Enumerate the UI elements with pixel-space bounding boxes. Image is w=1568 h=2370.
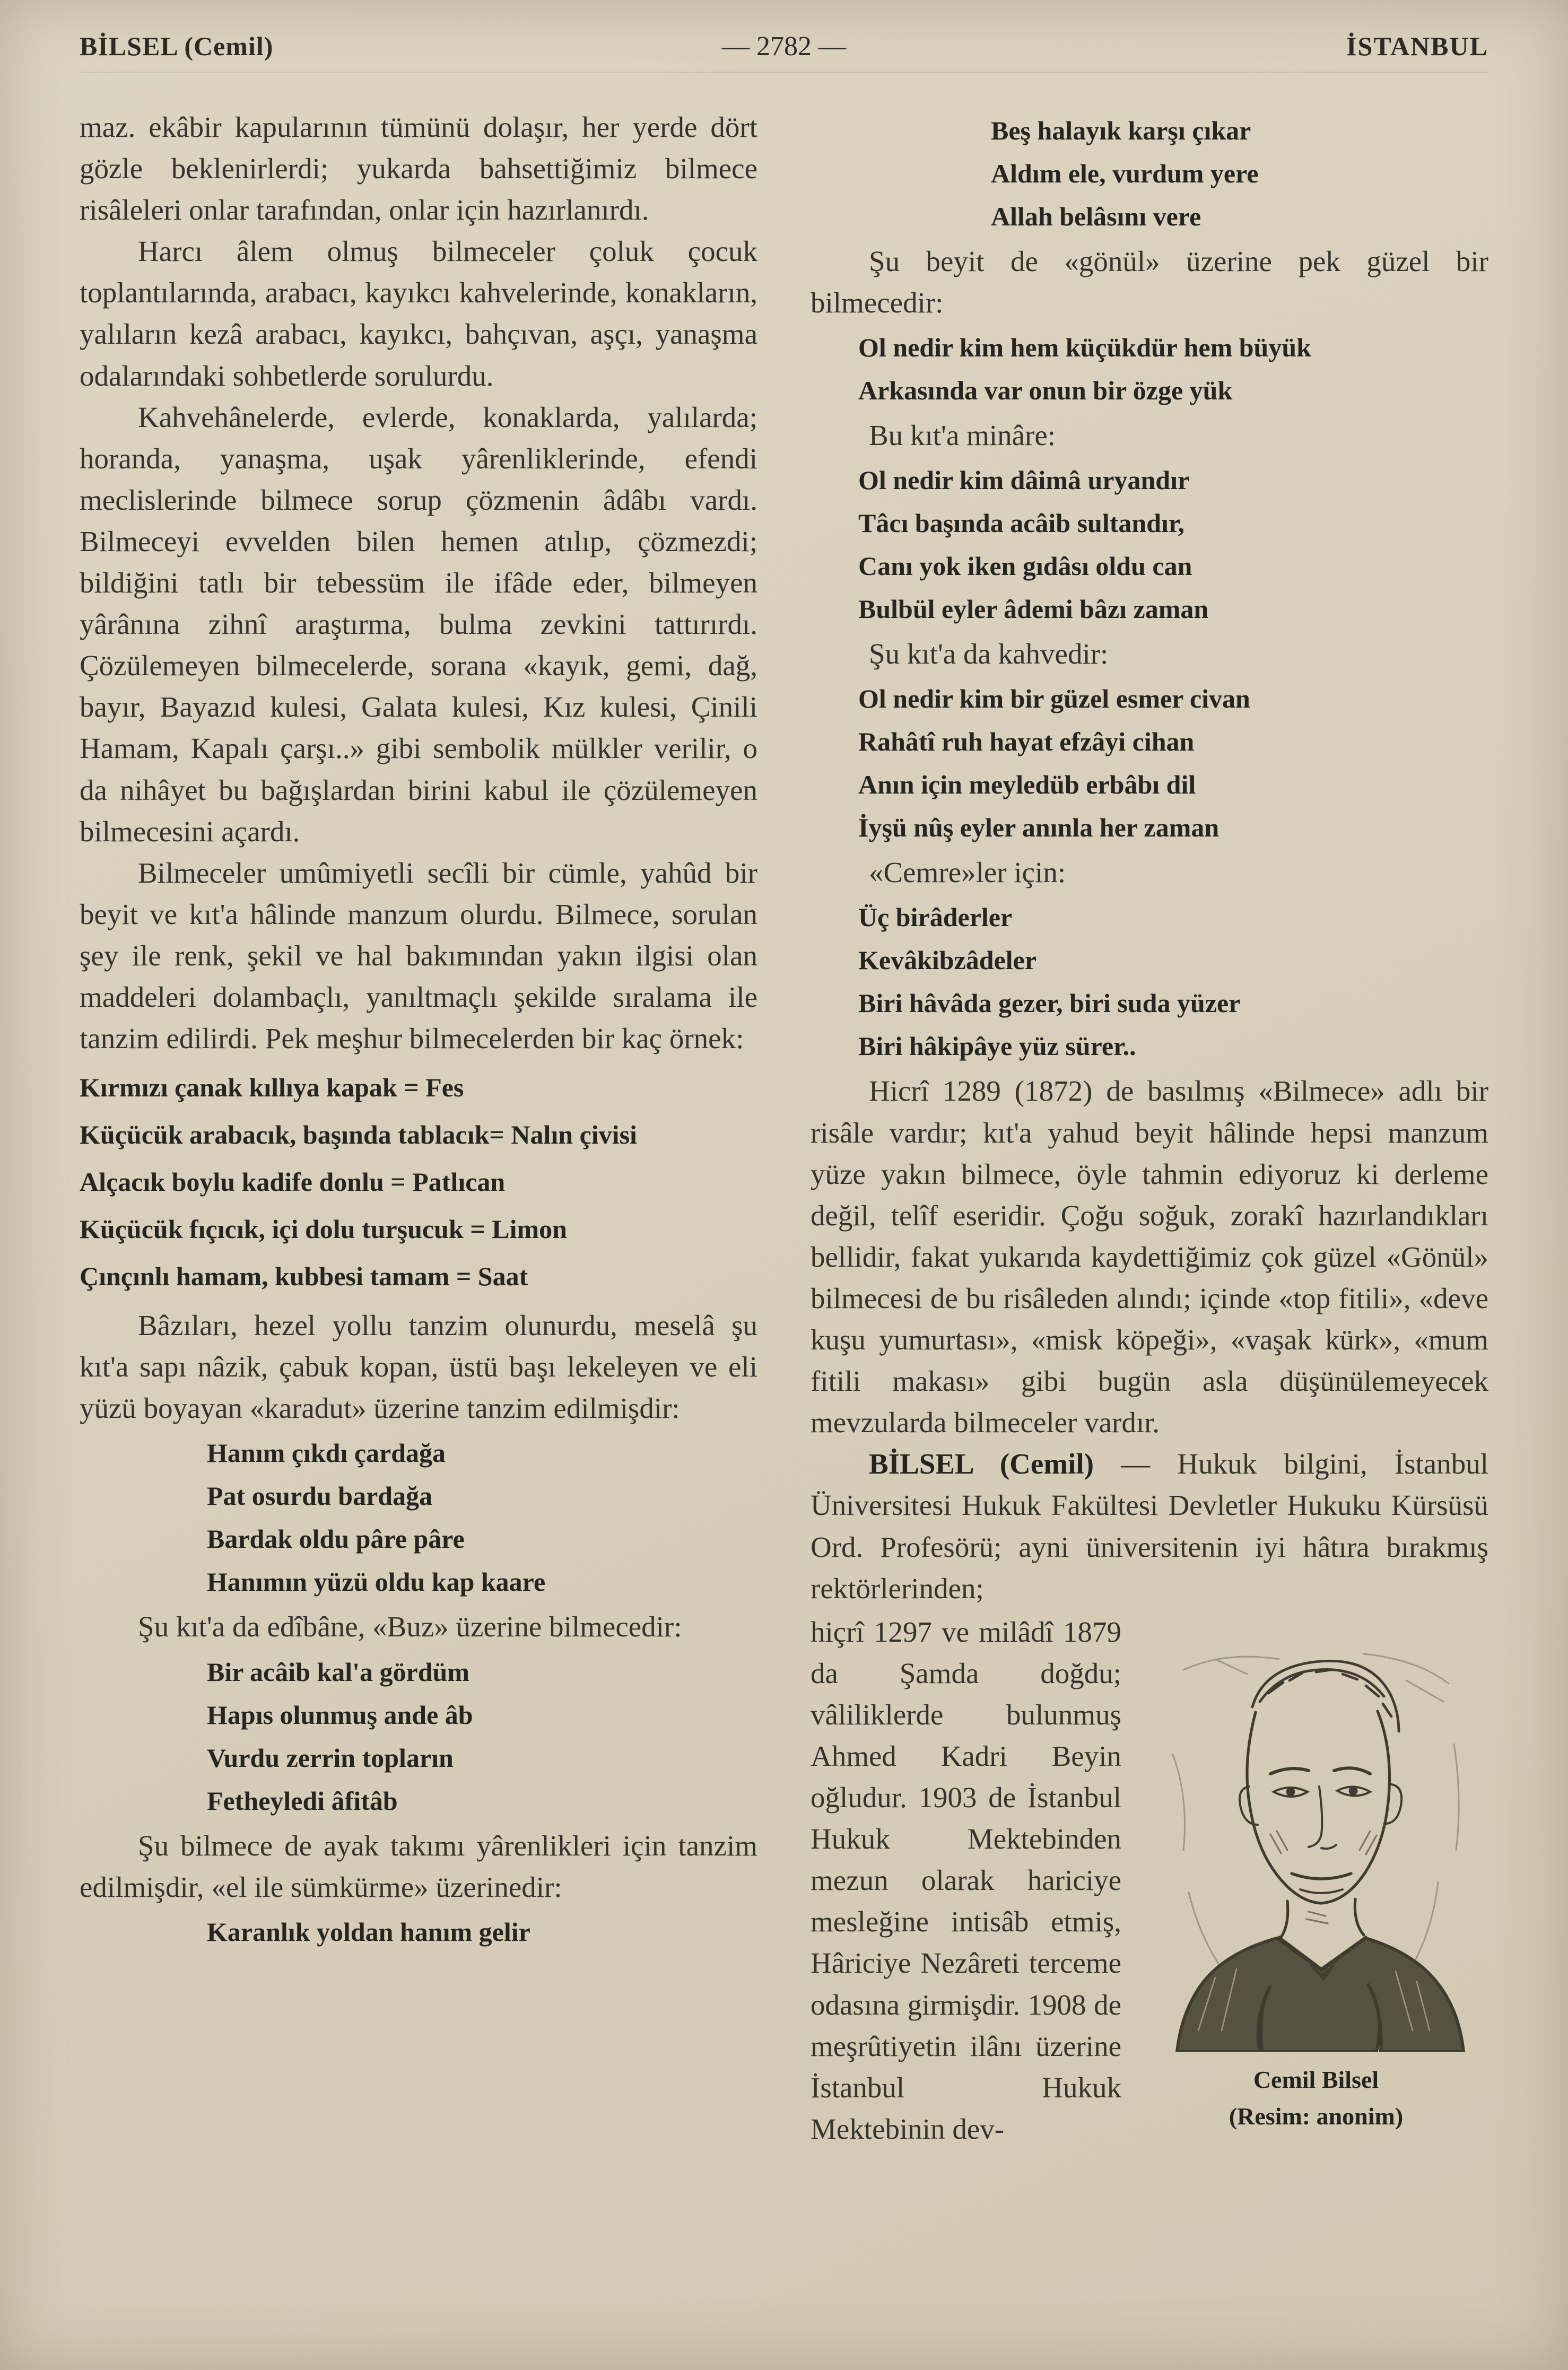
verse-line: Rahâtî ruh hayat efzâyi cihan — [858, 727, 1195, 757]
bio-headword: BİLSEL (Cemil) — [869, 1448, 1094, 1480]
verse-line: Bir acâib kal'a gördüm — [207, 1657, 469, 1687]
verse-line: Bulbül eyler âdemi bâzı zaman — [858, 594, 1209, 624]
verse-line: Pat osurdu bardağa — [207, 1481, 433, 1511]
paragraph: Şu kıt'a da edîbâne, «Buz» üzerine bilmecedir: — [138, 1610, 682, 1643]
verse-line: Allah belâsını vere — [991, 202, 1201, 231]
page-number: — 2782 — — [721, 31, 846, 62]
portrait-caption-credit: (Resim: anonim) — [1229, 2102, 1404, 2130]
verse-line: Kırmızı çanak kıllıya kapak = Fes — [80, 1073, 464, 1103]
verse-line: Kevâkibzâdeler — [858, 945, 1037, 975]
verse-line: Arkasında var onun bir özge yük — [858, 376, 1233, 406]
paragraph: Bu kıt'a minâre: — [869, 419, 1056, 452]
page-header — [80, 31, 1488, 73]
bio-flow — [811, 1611, 1488, 2150]
verse-line: Ol nedir kim bir güzel esmer civan — [858, 684, 1250, 714]
verse-line: Küçücük arabacık, başında tablacık= Nalın çivisi — [80, 1120, 637, 1150]
verse-line: Aldım ele, vurdum yere — [991, 159, 1259, 188]
bio-paragraph-wrapped: hiçrî 1297 ve milâdî 1879 da Şamda doğdu; vâliliklerde bulunmuş Ahmed Kadri Beyin oğludur. 1903 de İstanbul Hukuk Mektebinden mezun olarak hariciye mesleğine intisâb etmiş, Hâriciye Nezâreti terceme odasına girmişdir. 1908 de meşrûtiyetin ilânı üzerine İstanbul Hukuk Mektebinin dev- — [811, 1615, 1121, 2145]
verse-line: Çınçınlı hamam, kubbesi tamam = Saat — [80, 1261, 528, 1292]
verse-line: Ol nedir kim hem küçükdür hem büyük — [858, 333, 1311, 363]
paragraph: «Cemre»ler için: — [869, 856, 1066, 889]
left-column — [80, 107, 757, 2150]
paragraph: Şu kıt'a da kahvedir: — [869, 638, 1109, 670]
header-entry-title: BİLSEL (Cemil) — [80, 31, 274, 61]
verse-line: Hanımın yüzü oldu kap kaare — [207, 1567, 546, 1597]
bio-paragraph-intro — [811, 1443, 1488, 1609]
paragraph: Bâzıları, hezel yollu tanzim olunurdu, meselâ şu kıt'a sapı nâzik, çabuk kopan, üstü başı lekeleyen ve eli yüzü boyayan «karadut» üzerine tanzim edilmişdir: — [80, 1309, 757, 1425]
verse-line: Küçücük fıçıcık, içi dolu turşucuk = Limon — [80, 1214, 567, 1244]
right-column-blocks — [811, 112, 1488, 1443]
verse-line: Üç birâderler — [858, 902, 1013, 933]
verse-line: Biri hâvâda gezer, biri suda yüzer — [858, 988, 1241, 1018]
paragraph: maz. ekâbir kapularının tümünü dolaşır, her yerde dört gözle beklenirlerdi; yukarda bahsettiğimiz bilmece risâleleri onlar tarafından, onlar için hazırlanırdı. — [80, 111, 757, 226]
bio-intro-text: — Hukuk bilgini, İstanbul Üniversitesi Hukuk Fakültesi Devletler Hukuku Kürsüsü Ord. Profesörü; ayni üniversitenin iyi hâtıra bırakmış rektörlerinden; — [811, 1448, 1488, 1605]
verse-line: Fetheyledi âfitâb — [207, 1785, 398, 1816]
paragraph: Bilmeceler umûmiyetli secîli bir cümle, yahûd bir beyit ve kıt'a hâlinde manzum olurdu. Bilmece, sorulan şey ile renk, şekil ve hal bakımından yakın ilgisi olan maddeleri dolambaçlı, yanıltmaçlı şekilde sıralama ile tanzim edilirdi. Pek meşhur bilmecelerden bir kaç örnek: — [80, 856, 757, 1055]
paragraph: Harcı âlem olmuş bilmeceler çoluk çocuk toplantılarında, arabacı, kayıkcı kahvelerinde, konakların, yalıların kezâ arabacı, kayıkcı, bahçıvan, aşçı, yanaşma odalarındaki sohbetlerde sorulurdu. — [80, 235, 757, 392]
verse-line: Ol nedir kim dâimâ uryandır — [858, 465, 1190, 495]
verse-line: Vurdu zerrin topların — [207, 1742, 454, 1773]
verse-line: Biri hâkipâye yüz sürer.. — [858, 1031, 1136, 1061]
paragraph: Kahvehânelerde, evlerde, konaklarda, yalılarda; horanda, yanaşma, uşak yârenliklerinde, efendi meclislerinde bilmece sorup çözmenin âdâbı vardı. Bilmeceyi evvelden bilen hemen atılıp, çözmezdi; bildiğini tatlı bir tebessüm ile ifâde eder, bilmeyen yârânına zihnî araştırma, bulma zevkini tattırırdı. Çözülemeyen bilmecelerde, sorana «kayık, gemi, dağ, bayır, Bayazıd kulesi, Galata kulesi, Kız kulesi, Çinili Hamam, Kapalı çarşı..» gibi sembolik mülkler verilir, o da nihâyet bu bağışlardan birini kabul ile çözülemeyen bilmecesini açardı. — [80, 400, 757, 848]
verse-line: Tâcı başında acâib sultandır, — [858, 508, 1185, 538]
verse-line: Beş halayık karşı çıkar — [991, 116, 1251, 145]
verse-line: Hanım çıkdı çardağa — [207, 1438, 446, 1468]
verse-line: Canı yok iken gıdâsı oldu can — [858, 551, 1192, 581]
paragraph: Hicrî 1289 (1872) de basılmış «Bilmece» adlı bir risâle vardır; kıt'a yahud beyit hâlinde hepsi manzum yüze yakın bilmece, öyle tahmin ediyoruz ki derleme değil, telîf eseridir. Çoğu soğuk, zorakî hazırlandıkları bellidir, fakat yukarıda kaydettiğimiz çok güzel «Gönül» bilmecesi de bu risâleden alındı; içinde «top fitili», «deve kuşu yumurtası», «misk köpeği», «vaşak kürk», «mum fitili makası» gibi bugün asla düşünülemeyecek mevzularda bilmeceler vardır. — [811, 1075, 1488, 1439]
verse-line: Bardak oldu pâre pâre — [207, 1524, 465, 1554]
paragraph: Şu bilmece de ayak takımı yârenlikleri için tanzim edilmişdir, «el ile sümkürme» üzerinedir: — [80, 1829, 757, 1903]
two-column-body — [80, 107, 1488, 2150]
verse-line: İyşü nûş eyler anınla her zaman — [858, 813, 1219, 843]
right-column — [811, 107, 1488, 2150]
paragraph: Şu beyit de «gönül» üzerine pek güzel bir bilmecedir: — [811, 245, 1488, 319]
verse-line: Hapıs olunmuş ande âb — [207, 1700, 473, 1730]
portrait-caption-name: Cemil Bilsel — [1253, 2066, 1379, 2093]
verse-line: Karanlık yoldan hanım gelir — [207, 1916, 530, 1947]
verse-line: Alçacık boylu kadife donlu = Patlıcan — [80, 1167, 506, 1197]
portrait-caption — [1144, 2061, 1488, 2134]
portrait-figure — [1144, 1627, 1488, 2134]
header-volume-title: İSTANBUL — [1346, 31, 1488, 61]
bio-entry — [811, 1443, 1488, 2150]
portrait-sketch — [1152, 1627, 1480, 2052]
verse-line: Anın için meyledüb erbâbı dil — [858, 770, 1196, 800]
